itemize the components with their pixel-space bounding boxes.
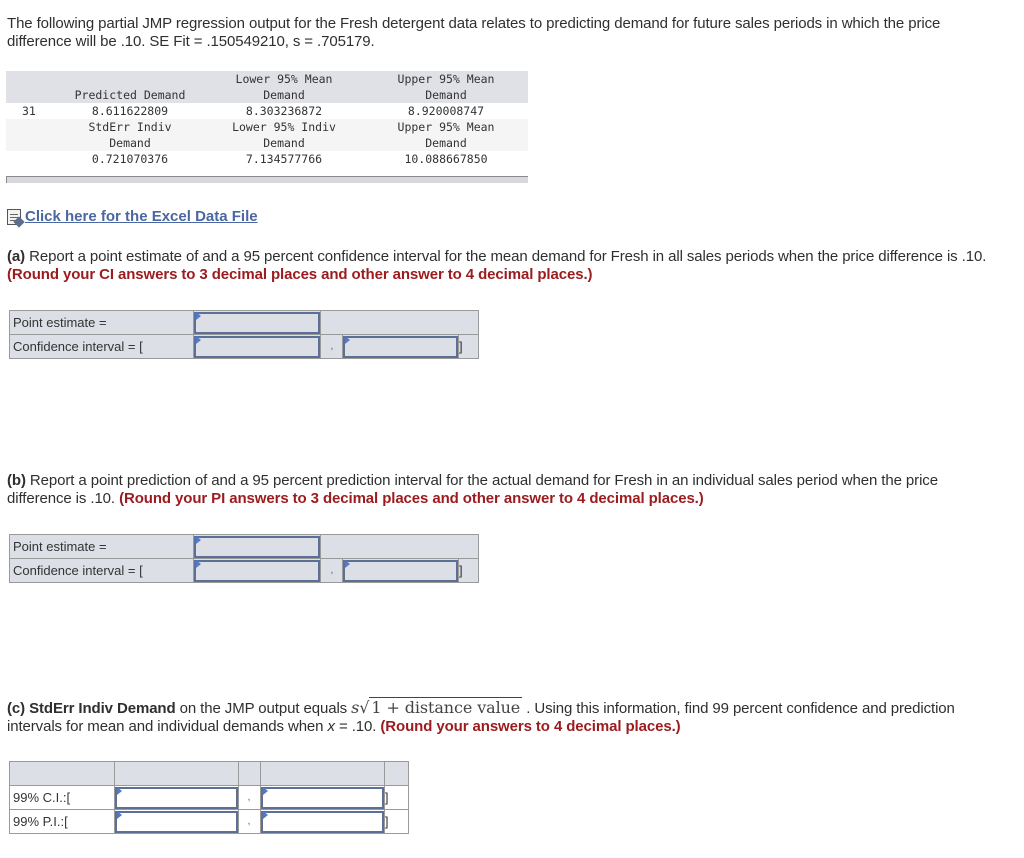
part-a-instruction: (Round your CI answers to 3 decimal places and other answer to 4 decimal places.) — [7, 266, 593, 283]
excel-data-file-link[interactable] — [7, 208, 258, 225]
jmp-header-row-2a — [6, 119, 528, 135]
separator: , — [238, 786, 260, 810]
part-a-tag: (a) — [7, 248, 26, 265]
jmp-header: Demand — [109, 136, 151, 150]
part-a-point-estimate-input[interactable] — [194, 312, 321, 334]
jmp-horizontal-scrollbar[interactable] — [6, 176, 528, 183]
part-a-ci-upper-input[interactable] — [343, 336, 458, 358]
part-c-tag: (c) StdErr Indiv Demand — [7, 700, 176, 717]
jmp-header — [56, 71, 204, 87]
part-c-question: (c) StdErr Indiv Demand on the JMP output equals s√ 1 + distance value . Using this information, find 99 percent confidence and prediction intervals for mean and individual demands when x = .10. (Round your answers to 4 decimal places.) — [7, 698, 955, 735]
part-b-point-estimate-input[interactable] — [194, 536, 321, 558]
jmp-header: Demand — [263, 136, 305, 150]
close-bracket: ] — [384, 786, 408, 810]
excel-link-label: Click here for the Excel Data File — [25, 208, 258, 225]
part-b-tag: (b) — [7, 472, 26, 489]
part-c-ci-upper-input[interactable] — [261, 787, 384, 809]
jmp-header: StdErr Indiv — [88, 120, 172, 134]
part-b-question: (b) Report a point prediction of and a 95 percent prediction interval for the actual demand for Fresh in an individual sales period when the price difference is .10. (Round your PI answers to 3 decimal places and other answer to 4 decimal places.) — [7, 472, 938, 507]
pi-99-label: 99% P.I.:[ — [10, 810, 115, 834]
jmp-header: Upper 95% Mean — [397, 72, 495, 86]
part-b-ci-lower-input[interactable] — [194, 560, 321, 582]
part-c-pi-lower-input[interactable] — [115, 811, 237, 833]
point-estimate-label: Point estimate = — [10, 535, 194, 559]
part-a-question: (a) Report a point estimate of and a 95 percent confidence interval for the mean demand for Fresh in all sales periods when the price difference is .10. (Round your CI answers to 3 decimal places and other answer to 4 decimal places.) — [7, 248, 987, 283]
part-b-instruction: (Round your PI answers to 3 decimal places and other answer to 4 decimal places.) — [119, 490, 704, 507]
sqrt-formula: s√ 1 + distance value — [351, 698, 521, 717]
jmp-header: Lower 95% Indiv — [232, 120, 336, 134]
jmp-value: 8.611622809 — [91, 104, 169, 118]
ci-99-label: 99% C.I.:[ — [10, 786, 115, 810]
part-c-pi-upper-input[interactable] — [261, 811, 384, 833]
part-c-ci-lower-input[interactable] — [115, 787, 237, 809]
jmp-value: 8.920008747 — [407, 104, 485, 118]
jmp-header: Demand — [425, 136, 467, 150]
separator: , — [321, 335, 343, 359]
jmp-value-row-2 — [6, 151, 528, 167]
part-b-ci-upper-input[interactable] — [343, 560, 458, 582]
confidence-interval-label: Confidence interval = [ — [10, 335, 194, 359]
part-c-answer-table — [9, 761, 409, 834]
close-bracket: ] — [459, 559, 479, 583]
jmp-value: 0.721070376 — [91, 152, 169, 166]
part-a-answer-table — [9, 310, 479, 359]
jmp-header-row-2b — [6, 135, 528, 151]
jmp-header: Lower 95% Mean — [235, 72, 333, 86]
jmp-value: 7.134577766 — [245, 152, 323, 166]
jmp-value: 10.088667850 — [404, 152, 488, 166]
jmp-header-row-1b — [6, 87, 528, 103]
jmp-header: Demand — [263, 88, 305, 102]
close-bracket: ] — [459, 335, 479, 359]
jmp-header: Predicted Demand — [74, 88, 186, 102]
jmp-value: 8.303236872 — [245, 104, 323, 118]
jmp-output-table — [6, 71, 528, 167]
jmp-header: Demand — [425, 88, 467, 102]
jmp-row-number: 31 — [22, 104, 36, 118]
jmp-header-row-1a — [6, 71, 528, 87]
part-b-answer-table — [9, 534, 479, 583]
close-bracket: ] — [384, 810, 408, 834]
part-a-ci-lower-input[interactable] — [194, 336, 321, 358]
confidence-interval-label: Confidence interval = [ — [10, 559, 194, 583]
part-c-instruction: (Round your answers to 4 decimal places.) — [380, 718, 681, 735]
separator: , — [238, 810, 260, 834]
jmp-value-row-1 — [6, 103, 528, 119]
jmp-header: Upper 95% Mean — [397, 120, 495, 134]
document-icon — [7, 209, 21, 225]
separator: , — [321, 559, 343, 583]
intro-text: The following partial JMP regression output for the Fresh detergent data relates to predicting demand for future sales periods in which the price difference will be .10. SE Fit = .150549210, s = .705179. — [7, 15, 941, 50]
point-estimate-label: Point estimate = — [10, 311, 194, 335]
